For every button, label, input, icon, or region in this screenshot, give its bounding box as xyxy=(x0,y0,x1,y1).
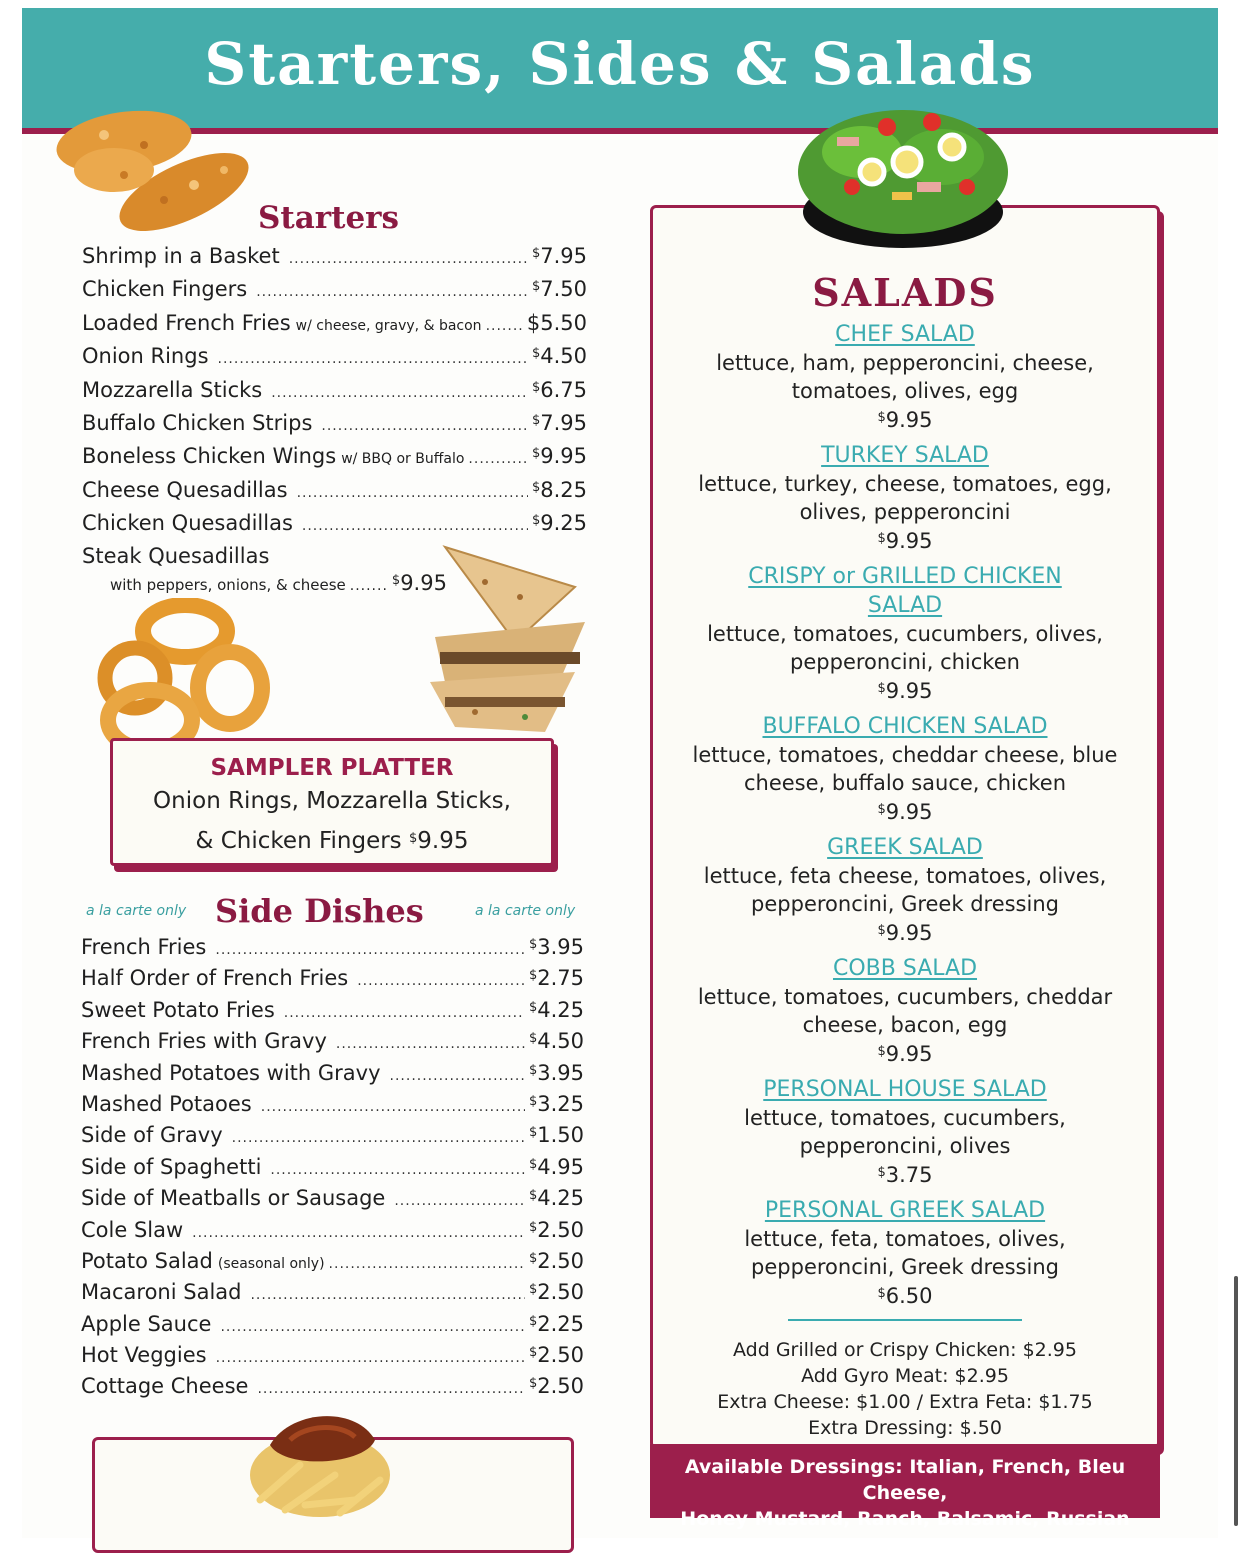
salads-panel xyxy=(650,205,1160,1449)
a-la-carte-note-right: a la carte only xyxy=(475,903,576,919)
side-item: Side of Spaghetti ..... $4.95 xyxy=(81,1155,584,1186)
side-item: Macaroni Salad ..... $2.50 xyxy=(81,1280,584,1311)
salad-price: $9.95 xyxy=(877,679,933,703)
salad-item xyxy=(653,1196,1157,1309)
salad-desc: lettuce, tomatoes, cucumbers, pepperoncini, olives xyxy=(744,1106,1066,1158)
salad-desc: lettuce, tomatoes, cucumbers, cheddar cheese, bacon, egg xyxy=(697,985,1113,1037)
salad-name: GREEK SALAD xyxy=(827,835,983,860)
starter-item: Buffalo Chicken Strips ..... $7.95 xyxy=(82,411,587,444)
starter-item: Chicken Fingers ..... $7.50 xyxy=(82,277,587,310)
starter-item: Cheese Quesadillas ..... $8.25 xyxy=(82,478,587,511)
steak-quesadillas-name: Steak Quesadillas xyxy=(82,544,270,568)
side-item: Mashed Potatoes with Gravy ..... $3.95 xyxy=(81,1061,584,1092)
salad-item xyxy=(653,320,1157,433)
salad-name: BUFFALO CHICKEN SALAD xyxy=(762,714,1048,739)
chicken-tenders-image xyxy=(44,100,259,240)
dressings-line1: Available Dressings: Italian, French, Bleu Cheese, xyxy=(684,1456,1126,1504)
side-item: Half Order of French Fries ..... $2.75 xyxy=(81,966,584,997)
starters-heading: Starters xyxy=(258,200,399,236)
sampler-title: SAMPLER PLATTER xyxy=(210,755,454,781)
quesadilla-image xyxy=(425,542,590,737)
salad-price: $9.95 xyxy=(877,408,933,432)
starter-item: Boneless Chicken Wings w/ BBQ or Buffalo ..... $9.95 xyxy=(82,444,587,477)
salad-bowl-image xyxy=(792,92,1014,257)
side-dishes-list xyxy=(81,935,584,1406)
salad-item xyxy=(653,833,1157,946)
salad-item xyxy=(653,954,1157,1067)
salad-item xyxy=(653,1075,1157,1188)
salad-desc: lettuce, tomatoes, cheddar cheese, blue cheese, buffalo sauce, chicken xyxy=(692,743,1118,795)
extra-item: Extra Dressing: $.50 xyxy=(808,1417,1002,1439)
side-item: Apple Sauce ..... $2.25 xyxy=(81,1312,584,1343)
available-dressings-banner xyxy=(650,1444,1160,1530)
starters-list xyxy=(82,244,587,545)
sampler-desc-line1: Onion Rings, Mozzarella Sticks, xyxy=(153,788,511,814)
side-item: Cottage Cheese ..... $2.50 xyxy=(81,1374,584,1405)
salad-price: $9.95 xyxy=(877,921,933,945)
salad-desc: lettuce, feta cheese, tomatoes, olives, pepperoncini, Greek dressing xyxy=(703,864,1107,916)
salad-price: $6.50 xyxy=(877,1284,933,1308)
extra-item: Add Grilled or Crispy Chicken: $2.95 xyxy=(733,1339,1077,1361)
a-la-carte-note-left: a la carte only xyxy=(86,903,187,919)
salad-name: CHEF SALAD xyxy=(835,322,975,347)
starter-item: Loaded French Fries w/ cheese, gravy, & bacon ..... $5.50 xyxy=(82,311,587,344)
page-title: Starters, Sides & Salads xyxy=(204,30,1036,98)
salads-heading: SALADS xyxy=(812,270,998,315)
starter-item: Shrimp in a Basket ..... $7.95 xyxy=(82,244,587,277)
scrollbar[interactable] xyxy=(1234,1276,1238,1526)
salad-desc: lettuce, feta, tomatoes, olives, pepperoncini, Greek dressing xyxy=(744,1227,1066,1279)
salad-name: PERSONAL GREEK SALAD xyxy=(764,1198,1046,1223)
salad-name: PERSONAL HOUSE SALAD xyxy=(763,1077,1047,1102)
salad-item xyxy=(653,441,1157,554)
steak-quesadillas-detail: with peppers, onions, & cheese ....... $9.95 xyxy=(110,571,447,595)
side-item: Mashed Potaoes ..... $3.25 xyxy=(81,1092,584,1123)
salad-list xyxy=(653,320,1157,1441)
salad-desc: lettuce, turkey, cheese, tomatoes, egg, olives, pepperoncini xyxy=(698,472,1112,524)
salad-item xyxy=(653,712,1157,825)
salad-name: TURKEY SALAD xyxy=(821,443,989,468)
salad-extras xyxy=(653,1337,1157,1441)
fries-with-gravy-image xyxy=(245,1405,395,1520)
salad-price: $9.95 xyxy=(877,800,933,824)
starter-item: Chicken Quesadillas ..... $9.25 xyxy=(82,511,587,544)
sampler-desc-line2: & Chicken Fingers $9.95 xyxy=(195,828,469,854)
salad-desc: lettuce, ham, pepperoncini, cheese, tomatoes, olives, egg xyxy=(716,351,1094,403)
salad-name: CRISPY or GRILLED CHICKEN SALAD xyxy=(748,564,1062,618)
salad-price: $3.75 xyxy=(877,1163,933,1187)
side-item: French Fries ..... $3.95 xyxy=(81,935,584,966)
salad-desc: lettuce, tomatoes, cucumbers, olives, pepperoncini, chicken xyxy=(707,622,1103,674)
salad-price: $9.95 xyxy=(877,1042,933,1066)
side-item: Cole Slaw ..... $2.50 xyxy=(81,1218,584,1249)
extra-item: Extra Cheese: $1.00 / Extra Feta: $1.75 xyxy=(717,1391,1093,1413)
starter-item: Onion Rings ..... $4.50 xyxy=(82,344,587,377)
side-dishes-heading: Side Dishes xyxy=(215,892,424,930)
dressings-line2: Honey Mustard, Ranch, Balsamic, Russian xyxy=(680,1508,1130,1530)
side-item: Side of Meatballs or Sausage ..... $4.25 xyxy=(81,1186,584,1217)
side-item: Potato Salad (seasonal only) ..... $2.50 xyxy=(81,1249,584,1280)
salad-price: $9.95 xyxy=(877,529,933,553)
side-item: Side of Gravy ..... $1.50 xyxy=(81,1123,584,1154)
salad-item xyxy=(653,562,1157,704)
extras-divider xyxy=(788,1319,1022,1321)
side-item: Hot Veggies ..... $2.50 xyxy=(81,1343,584,1374)
sampler-platter-box xyxy=(110,738,554,866)
side-item: French Fries with Gravy ..... $4.50 xyxy=(81,1029,584,1060)
extra-item: Add Gyro Meat: $2.95 xyxy=(801,1365,1009,1387)
starter-item: Mozzarella Sticks ..... $6.75 xyxy=(82,378,587,411)
salad-name: COBB SALAD xyxy=(832,956,978,981)
side-item: Sweet Potato Fries ..... $4.25 xyxy=(81,998,584,1029)
